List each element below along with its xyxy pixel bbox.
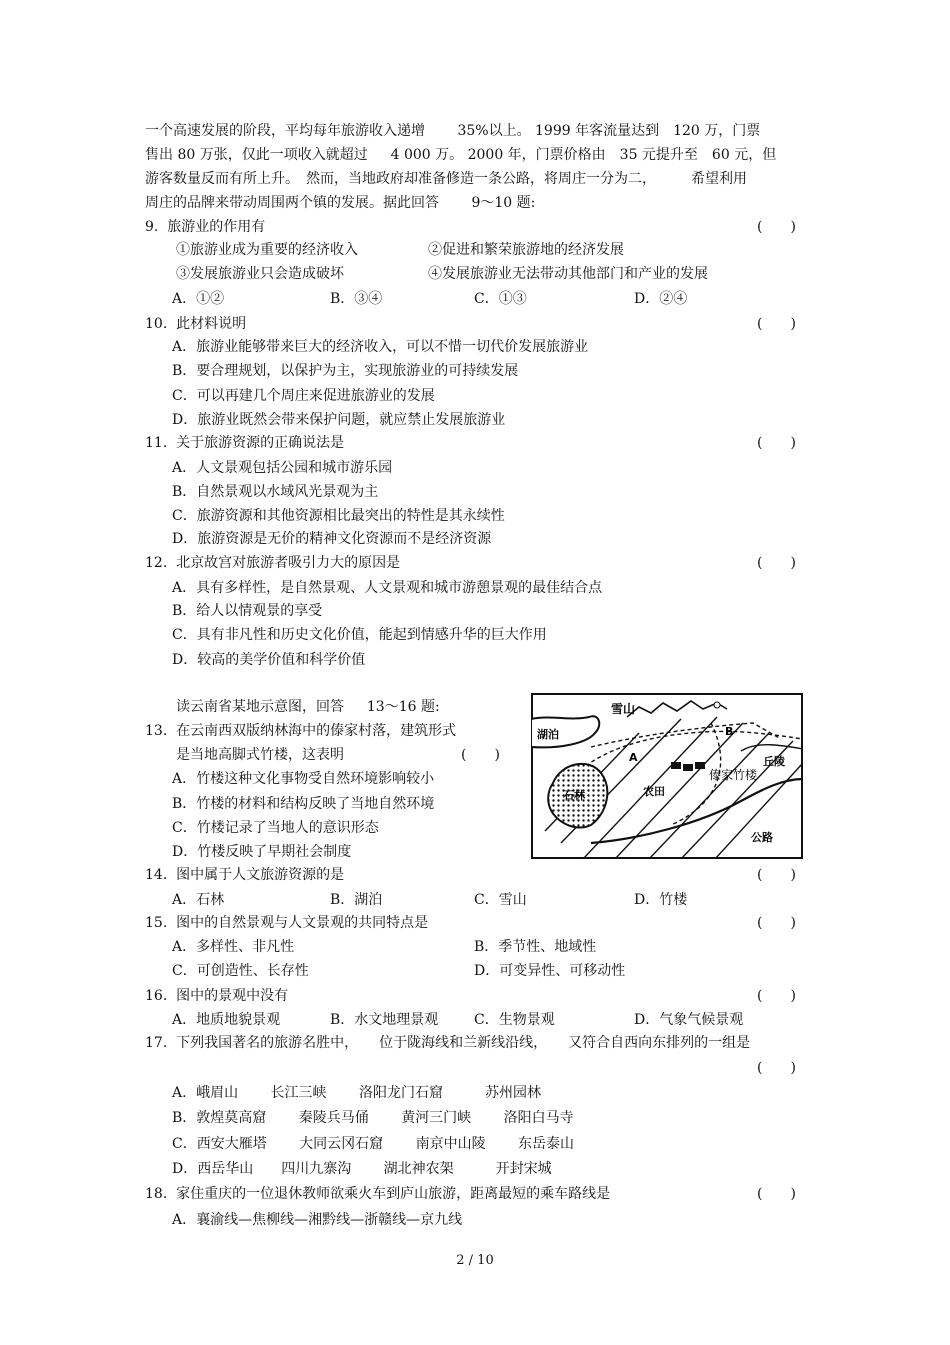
- answer-bracket: ( ): [757, 988, 796, 1004]
- answer-bracket: ( ): [757, 435, 796, 451]
- q15-option-a: A．多样性、非凡性: [172, 939, 295, 955]
- q9-statement-2: ②促进和繁荣旅游地的经济发展: [428, 242, 624, 258]
- q9-option-d: D．②④: [634, 291, 688, 307]
- q16-stem: 16. 图中的景观中没有: [145, 988, 289, 1004]
- q14-option-a: A．石林: [172, 892, 225, 908]
- q11-option-d: D．旅游资源是无价的精神文化资源而不是经济资源: [172, 531, 492, 547]
- map-label-lake: 湖泊: [537, 728, 559, 741]
- q11-option-b: B．自然景观以水域风光景观为主: [172, 484, 379, 500]
- q10-stem: 10. 此材料说明: [145, 316, 247, 332]
- q14-stem: 14. 图中属于人文旅游资源的是: [145, 867, 345, 883]
- q13-stem-line-1: 13. 在云南西双版纳林海中的傣家村落，建筑形式: [145, 723, 457, 739]
- q9-statement-4: ④发展旅游业无法带动其他部门和产业的发展: [428, 266, 708, 282]
- intro-line-3: 游客数量反而有所上升。 然而，当地政府却准备修造一条公路，将周庄一分为二， 希望利用: [145, 171, 747, 187]
- q13-stem-line-2: 是当地高脚式竹楼，这表明: [176, 747, 344, 763]
- page-number: 2 / 10: [456, 1253, 494, 1268]
- q12-option-d: D．较高的美学价值和科学价值: [172, 652, 366, 668]
- q16-option-d: D．气象气候景观: [634, 1012, 744, 1028]
- q16-option-c: C．生物景观: [474, 1012, 555, 1028]
- q9-stem: 9. 旅游业的作用有: [145, 219, 266, 235]
- q9-statement-1: ①旅游业成为重要的经济收入: [176, 242, 358, 258]
- q12-stem: 12. 北京故宫对旅游者吸引力大的原因是: [145, 555, 401, 571]
- q12-option-c: C．具有非凡性和历史文化价值，能起到情感升华的巨大作用: [172, 627, 547, 643]
- q16-option-b: B．水文地理景观: [330, 1012, 439, 1028]
- q11-stem: 11. 关于旅游资源的正确说法是: [145, 435, 345, 451]
- snow-peak-marker: [714, 702, 720, 708]
- q17-option-b: B．敦煌莫高窟 秦陵兵马俑 黄河三门峡 洛阳白马寺: [172, 1110, 574, 1126]
- map-label-stone-forest: 石林: [563, 789, 585, 802]
- map-label-bamboo-house: 傣家竹楼: [709, 768, 758, 782]
- q9-statement-3: ③发展旅游业只会造成破坏: [176, 266, 344, 282]
- map-label-point-b: B: [725, 725, 734, 738]
- q12-option-b: B．给人以情观景的享受: [172, 603, 323, 619]
- q9-option-a: A．①②: [172, 291, 225, 307]
- yunnan-map: [531, 693, 803, 859]
- answer-bracket: ( ): [757, 316, 796, 332]
- answer-bracket: ( ): [461, 747, 500, 763]
- q15-option-c: C．可创造性、长存性: [172, 963, 309, 979]
- q11-option-c: C．旅游资源和其他资源相比最突出的特性是其永续性: [172, 508, 505, 524]
- q11-option-a: A．人文景观包括公园和城市游乐园: [172, 460, 393, 476]
- q12-option-a: A．具有多样性，是自然景观、人文景观和城市游憩景观的最佳结合点: [172, 580, 603, 596]
- answer-bracket: ( ): [757, 555, 796, 571]
- intro-line-1: 一个高速发展的阶段，平均每年旅游收入递增 35%以上。 1999 年客流量达到 120 万，门票: [145, 123, 761, 139]
- intro-line-4: 周庄的品牌来带动周围两个镇的发展。据此回答 9～10 题:: [145, 195, 536, 211]
- q15-stem: 15. 图中的自然景观与人文景观的共同特点是: [145, 915, 429, 931]
- q14-option-c: C．雪山: [474, 892, 527, 908]
- answer-bracket: ( ): [757, 219, 796, 235]
- q13-option-d: D．竹楼反映了早期社会制度: [172, 844, 352, 860]
- q17-stem: 17. 下列我国著名的旅游名胜中， 位于陇海线和兰新线沿线， 又符合自西向东排列的一组是: [145, 1035, 751, 1051]
- answer-bracket: ( ): [757, 1060, 796, 1076]
- map-label-hill: 丘陵: [763, 755, 785, 768]
- q15-option-d: D．可变异性、可移动性: [474, 963, 626, 979]
- q13-option-a: A．竹楼这种文化事物受自然环境影响较小: [172, 771, 435, 787]
- q17-option-d: D．西岳华山 四川九寨沟 湖北神农架 开封宋城: [172, 1161, 552, 1177]
- q10-option-b: B．要合理规划，以保护为主，实现旅游业的可持续发展: [172, 363, 519, 379]
- q9-option-c: C．①③: [474, 291, 527, 307]
- q15-option-b: B．季节性、地域性: [474, 939, 597, 955]
- q18-option-a: A．襄渝线—焦柳线—湘黔线—浙赣线—京九线: [172, 1212, 463, 1228]
- answer-bracket: ( ): [757, 1186, 796, 1202]
- answer-bracket: ( ): [757, 867, 796, 883]
- q17-option-a: A．峨眉山 长江三峡 洛阳龙门石窟 苏州园林: [172, 1085, 542, 1101]
- map-label-snow-mountain: 雪山: [611, 702, 636, 716]
- q18-stem: 18. 家住重庆的一位退休教师欲乘火车到庐山旅游，距离最短的乘车路线是: [145, 1186, 611, 1202]
- q14-option-d: D．竹楼: [634, 892, 688, 908]
- q14-option-b: B．湖泊: [330, 892, 383, 908]
- map-instruction: 读云南省某地示意图，回答 13～16 题:: [176, 699, 440, 715]
- q10-option-d: D．旅游业既然会带来保护问题，就应禁止发展旅游业: [172, 412, 506, 428]
- q17-option-c: C．西安大雁塔 大同云冈石窟 南京中山陵 东岳泰山: [172, 1136, 575, 1152]
- q10-option-c: C．可以再建几个周庄来促进旅游业的发展: [172, 388, 435, 404]
- map-label-point-a: A: [629, 751, 638, 764]
- intro-line-2: 售出 80 万张，仅此一项收入就超过 4 000 万。 2000 年，门票价格由 35 元提升至 60 元，但: [145, 147, 777, 163]
- q10-option-a: A．旅游业能够带来巨大的经济收入，可以不惜一切代价发展旅游业: [172, 339, 589, 355]
- q13-option-b: B．竹楼的材料和结构反映了当地自然环境: [172, 796, 435, 812]
- map-label-farmland: 农田: [643, 785, 665, 798]
- map-label-road: 公路: [751, 831, 773, 844]
- q13-option-c: C．竹楼记录了当地人的意识形态: [172, 820, 379, 836]
- q9-option-b: B．③④: [330, 291, 383, 307]
- answer-bracket: ( ): [757, 915, 796, 931]
- q16-option-a: A．地质地貌景观: [172, 1012, 281, 1028]
